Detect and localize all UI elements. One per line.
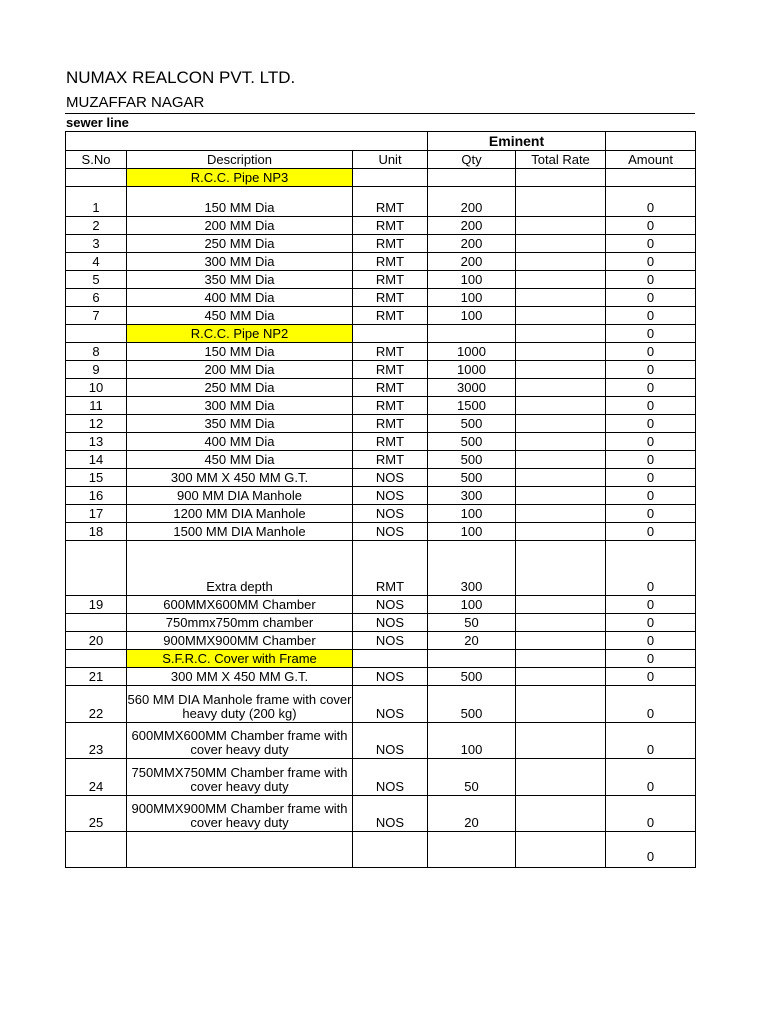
cell-description: 250 MM Dia xyxy=(127,379,353,397)
cell-total-rate xyxy=(516,632,606,650)
cell-unit: RMT xyxy=(353,343,428,361)
cell-qty: 100 xyxy=(428,523,516,541)
table-row xyxy=(66,523,696,541)
cell-unit: RMT xyxy=(353,187,428,217)
cell-qty: 100 xyxy=(428,271,516,289)
cell-qty: 500 xyxy=(428,668,516,686)
cell-qty: 500 xyxy=(428,451,516,469)
cell-description xyxy=(127,832,353,868)
col-unit: Unit xyxy=(353,151,428,169)
cell-qty: 100 xyxy=(428,307,516,325)
cell-unit: NOS xyxy=(353,596,428,614)
table-row xyxy=(66,253,696,271)
cell-sno: 7 xyxy=(66,307,127,325)
cell-unit: RMT xyxy=(353,433,428,451)
col-description: Description xyxy=(127,151,353,169)
cell-sno: 3 xyxy=(66,235,127,253)
cell-sno: 8 xyxy=(66,343,127,361)
cell-unit xyxy=(353,832,428,868)
cell-sno: 18 xyxy=(66,523,127,541)
cell-unit: RMT xyxy=(353,289,428,307)
table-row xyxy=(66,235,696,253)
cell-total-rate xyxy=(516,289,606,307)
cell-description: 200 MM Dia xyxy=(127,361,353,379)
cell-amount: 0 xyxy=(606,505,696,523)
cell-amount: 0 xyxy=(606,759,696,796)
estimate-sheet xyxy=(65,113,695,868)
table-row xyxy=(66,397,696,415)
group-header-blank xyxy=(66,132,428,151)
cell-amount: 0 xyxy=(606,361,696,379)
cell-unit: RMT xyxy=(353,415,428,433)
cell-unit: NOS xyxy=(353,632,428,650)
cell-qty: 3000 xyxy=(428,379,516,397)
cell-qty: 300 xyxy=(428,541,516,596)
cell-description: 300 MM X 450 MM G.T. xyxy=(127,668,353,686)
cell-total-rate xyxy=(516,523,606,541)
cell-sno: 24 xyxy=(66,759,127,796)
cell-total-rate xyxy=(516,650,606,668)
cell-qty: 500 xyxy=(428,469,516,487)
cell-qty: 50 xyxy=(428,614,516,632)
cell-amount: 0 xyxy=(606,379,696,397)
cell-sno xyxy=(66,832,127,868)
cell-sno: 10 xyxy=(66,379,127,397)
cell-amount: 0 xyxy=(606,217,696,235)
cell-total-rate xyxy=(516,379,606,397)
cell-qty: 100 xyxy=(428,596,516,614)
cell-unit: RMT xyxy=(353,451,428,469)
cell-total-rate xyxy=(516,343,606,361)
cell-qty: 1000 xyxy=(428,343,516,361)
cell-unit: NOS xyxy=(353,759,428,796)
cell-unit: RMT xyxy=(353,253,428,271)
cell-description: 150 MM Dia xyxy=(127,187,353,217)
table-row xyxy=(66,686,696,723)
cell-total-rate xyxy=(516,505,606,523)
cell-total-rate xyxy=(516,614,606,632)
cell-sno: 15 xyxy=(66,469,127,487)
table-row xyxy=(66,169,696,187)
table-row xyxy=(66,796,696,832)
cell-amount: 0 xyxy=(606,632,696,650)
cell-description: 1200 MM DIA Manhole xyxy=(127,505,353,523)
table-row xyxy=(66,451,696,469)
cell-unit: NOS xyxy=(353,686,428,723)
cell-description: Extra depth xyxy=(127,541,353,596)
cell-amount: 0 xyxy=(606,469,696,487)
cell-amount: 0 xyxy=(606,325,696,343)
cell-qty: 100 xyxy=(428,505,516,523)
table-row xyxy=(66,723,696,759)
cell-description: 900MMX900MM Chamber xyxy=(127,632,353,650)
cell-total-rate xyxy=(516,668,606,686)
estimate-table xyxy=(65,131,696,868)
cell-amount: 0 xyxy=(606,451,696,469)
cell-unit: NOS xyxy=(353,487,428,505)
cell-unit: NOS xyxy=(353,723,428,759)
cell-description: 200 MM Dia xyxy=(127,217,353,235)
cell-total-rate xyxy=(516,487,606,505)
cell-qty: 100 xyxy=(428,289,516,307)
cell-amount: 0 xyxy=(606,235,696,253)
cell-total-rate xyxy=(516,361,606,379)
cell-amount: 0 xyxy=(606,596,696,614)
cell-unit: RMT xyxy=(353,235,428,253)
table-row xyxy=(66,307,696,325)
cell-description: 400 MM Dia xyxy=(127,433,353,451)
cell-amount: 0 xyxy=(606,187,696,217)
cell-amount: 0 xyxy=(606,541,696,596)
cell-description: 450 MM Dia xyxy=(127,307,353,325)
table-row xyxy=(66,415,696,433)
cell-qty: 300 xyxy=(428,487,516,505)
cell-total-rate xyxy=(516,253,606,271)
table-row xyxy=(66,541,696,596)
cell-sno: 25 xyxy=(66,796,127,832)
cell-qty xyxy=(428,169,516,187)
table-row xyxy=(66,187,696,217)
table-row xyxy=(66,433,696,451)
cell-description: 900 MM DIA Manhole xyxy=(127,487,353,505)
cell-total-rate xyxy=(516,187,606,217)
cell-sno xyxy=(66,541,127,596)
table-row xyxy=(66,596,696,614)
cell-sno: 12 xyxy=(66,415,127,433)
cell-amount: 0 xyxy=(606,668,696,686)
group-header-blank-right xyxy=(606,132,696,151)
cell-total-rate xyxy=(516,796,606,832)
company-name: NUMAX REALCON PVT. LTD. xyxy=(66,68,296,87)
table-row xyxy=(66,505,696,523)
table-row xyxy=(66,217,696,235)
table-row xyxy=(66,614,696,632)
cell-description: 900MMX900MM Chamber frame with cover heavy duty xyxy=(127,796,353,832)
column-header-row xyxy=(66,151,696,169)
cell-amount: 0 xyxy=(606,723,696,759)
table-row xyxy=(66,343,696,361)
cell-total-rate xyxy=(516,451,606,469)
table-row xyxy=(66,632,696,650)
cell-description: 560 MM DIA Manhole frame with cover heavy duty (200 kg) xyxy=(127,686,353,723)
table-row xyxy=(66,379,696,397)
cell-description: 300 MM Dia xyxy=(127,397,353,415)
table-row xyxy=(66,325,696,343)
cell-total-rate xyxy=(516,217,606,235)
cell-sno: 11 xyxy=(66,397,127,415)
cell-qty: 20 xyxy=(428,632,516,650)
cell-unit: RMT xyxy=(353,379,428,397)
cell-description: 450 MM Dia xyxy=(127,451,353,469)
cell-unit xyxy=(353,325,428,343)
cell-qty xyxy=(428,650,516,668)
cell-unit: RMT xyxy=(353,397,428,415)
cell-unit: NOS xyxy=(353,796,428,832)
table-row xyxy=(66,289,696,307)
cell-description: 300 MM X 450 MM G.T. xyxy=(127,469,353,487)
cell-qty: 200 xyxy=(428,187,516,217)
cell-amount: 0 xyxy=(606,614,696,632)
col-total-rate: Total Rate xyxy=(516,151,606,169)
cell-qty: 500 xyxy=(428,415,516,433)
cell-description: 250 MM Dia xyxy=(127,235,353,253)
city-name: MUZAFFAR NAGAR xyxy=(66,94,205,111)
cell-sno: 23 xyxy=(66,723,127,759)
cell-qty: 500 xyxy=(428,433,516,451)
cell-description: 350 MM Dia xyxy=(127,271,353,289)
cell-unit: RMT xyxy=(353,361,428,379)
cell-amount: 0 xyxy=(606,686,696,723)
cell-amount: 0 xyxy=(606,415,696,433)
cell-sno: 21 xyxy=(66,668,127,686)
cell-total-rate xyxy=(516,723,606,759)
cell-amount: 0 xyxy=(606,796,696,832)
table-row xyxy=(66,650,696,668)
cell-total-rate xyxy=(516,541,606,596)
cell-amount: 0 xyxy=(606,397,696,415)
cell-amount: 0 xyxy=(606,487,696,505)
cell-amount: 0 xyxy=(606,289,696,307)
cell-amount: 0 xyxy=(606,523,696,541)
cell-total-rate xyxy=(516,169,606,187)
cell-description: 150 MM Dia xyxy=(127,343,353,361)
cell-unit: NOS xyxy=(353,505,428,523)
cell-description: 750mmx750mm chamber xyxy=(127,614,353,632)
cell-qty: 100 xyxy=(428,723,516,759)
cell-description: R.C.C. Pipe NP2 xyxy=(127,325,353,343)
cell-sno: 4 xyxy=(66,253,127,271)
cell-total-rate xyxy=(516,469,606,487)
cell-sno: 20 xyxy=(66,632,127,650)
cell-amount: 0 xyxy=(606,307,696,325)
cell-qty: 20 xyxy=(428,796,516,832)
cell-sno: 19 xyxy=(66,596,127,614)
cell-qty: 200 xyxy=(428,235,516,253)
cell-amount: 0 xyxy=(606,650,696,668)
cell-unit: RMT xyxy=(353,271,428,289)
cell-total-rate xyxy=(516,307,606,325)
cell-sno: 6 xyxy=(66,289,127,307)
cell-sno xyxy=(66,325,127,343)
cell-amount: 0 xyxy=(606,271,696,289)
cell-description: 350 MM Dia xyxy=(127,415,353,433)
cell-sno: 14 xyxy=(66,451,127,469)
cell-qty: 1500 xyxy=(428,397,516,415)
cell-total-rate xyxy=(516,415,606,433)
cell-sno: 2 xyxy=(66,217,127,235)
cell-total-rate xyxy=(516,686,606,723)
table-row xyxy=(66,361,696,379)
group-header-row xyxy=(66,132,696,151)
cell-total-rate xyxy=(516,832,606,868)
cell-sno xyxy=(66,614,127,632)
cell-unit xyxy=(353,169,428,187)
cell-unit: NOS xyxy=(353,469,428,487)
cell-qty: 200 xyxy=(428,253,516,271)
cell-qty xyxy=(428,325,516,343)
table-row xyxy=(66,487,696,505)
cell-sno: 13 xyxy=(66,433,127,451)
cell-sno: 1 xyxy=(66,187,127,217)
cell-sno xyxy=(66,169,127,187)
cell-total-rate xyxy=(516,759,606,796)
cell-unit xyxy=(353,650,428,668)
cell-amount: 0 xyxy=(606,433,696,451)
cell-amount: 0 xyxy=(606,253,696,271)
cell-qty xyxy=(428,832,516,868)
cell-sno: 5 xyxy=(66,271,127,289)
cell-unit: RMT xyxy=(353,541,428,596)
cell-total-rate xyxy=(516,235,606,253)
cell-unit: NOS xyxy=(353,523,428,541)
cell-sno: 17 xyxy=(66,505,127,523)
table-row xyxy=(66,759,696,796)
cell-total-rate xyxy=(516,397,606,415)
cell-description: 600MMX600MM Chamber xyxy=(127,596,353,614)
cell-qty: 1000 xyxy=(428,361,516,379)
group-header-eminent: Eminent xyxy=(428,132,606,151)
cell-sno: 9 xyxy=(66,361,127,379)
table-row xyxy=(66,668,696,686)
cell-qty: 50 xyxy=(428,759,516,796)
cell-qty: 200 xyxy=(428,217,516,235)
cell-total-rate xyxy=(516,433,606,451)
cell-unit: RMT xyxy=(353,217,428,235)
cell-amount: 0 xyxy=(606,343,696,361)
cell-description: 750MMX750MM Chamber frame with cover heavy duty xyxy=(127,759,353,796)
table-row xyxy=(66,469,696,487)
cell-total-rate xyxy=(516,325,606,343)
cell-amount: 0 xyxy=(606,832,696,868)
cell-sno: 16 xyxy=(66,487,127,505)
table-row xyxy=(66,271,696,289)
cell-description: 300 MM Dia xyxy=(127,253,353,271)
cell-description: 600MMX600MM Chamber frame with cover heavy duty xyxy=(127,723,353,759)
cell-qty: 500 xyxy=(428,686,516,723)
cell-description: S.F.R.C. Cover with Frame xyxy=(127,650,353,668)
cell-description: 1500 MM DIA Manhole xyxy=(127,523,353,541)
col-sno: S.No xyxy=(66,151,127,169)
cell-unit: NOS xyxy=(353,614,428,632)
section-title: sewer line xyxy=(65,113,695,131)
cell-description: R.C.C. Pipe NP3 xyxy=(127,169,353,187)
cell-total-rate xyxy=(516,271,606,289)
table-row xyxy=(66,832,696,868)
cell-sno xyxy=(66,650,127,668)
cell-unit: RMT xyxy=(353,307,428,325)
cell-unit: NOS xyxy=(353,668,428,686)
col-qty: Qty xyxy=(428,151,516,169)
cell-total-rate xyxy=(516,596,606,614)
cell-sno: 22 xyxy=(66,686,127,723)
cell-description: 400 MM Dia xyxy=(127,289,353,307)
col-amount: Amount xyxy=(606,151,696,169)
cell-amount xyxy=(606,169,696,187)
